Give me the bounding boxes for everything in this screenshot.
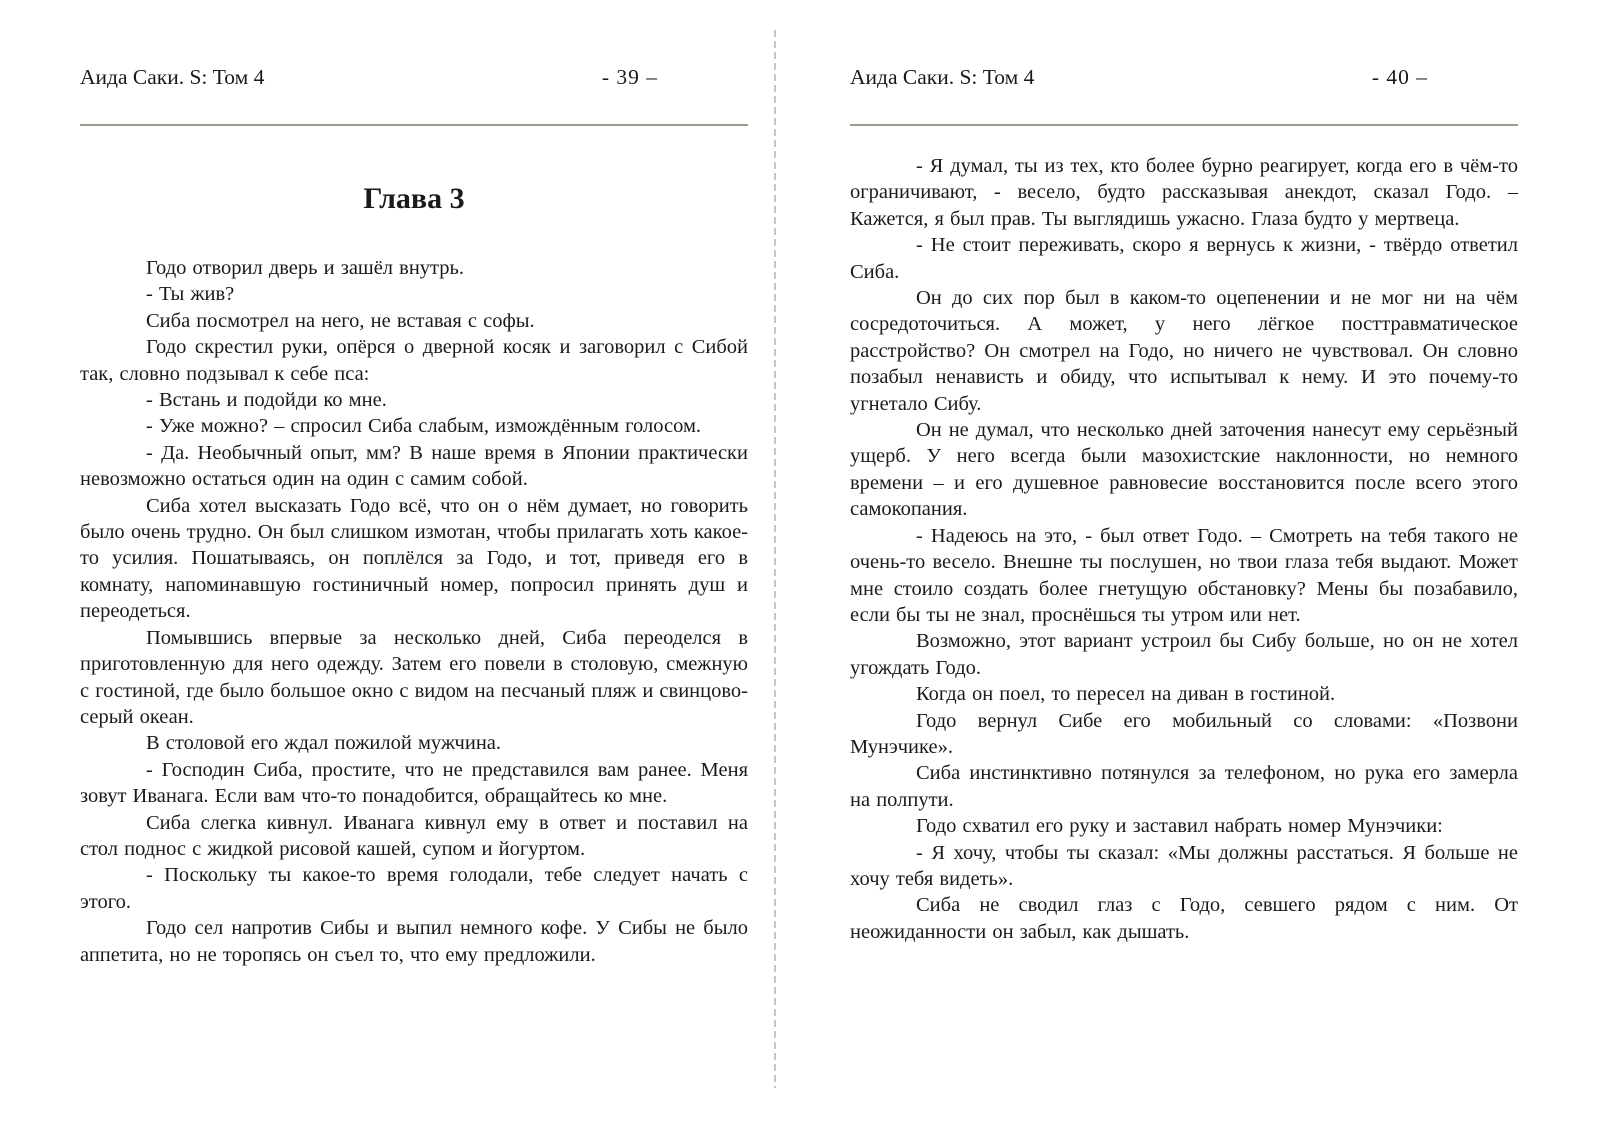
right-page-header: [850, 64, 1518, 90]
paragraph: - Не стоит переживать, скоро я вернусь к жизни, - твёрдо ответил Сиба.: [850, 234, 1518, 283]
paragraph: Он не думал, что несколько дней заточения нанесут ему серьёзный ущерб. У него всегда были мазохистские наклонности, но немного времени – и его душевное равновесие восстановится после всего этого самокопания.: [850, 419, 1518, 521]
paragraph: Сиба слегка кивнул. Иванага кивнул ему в ответ и поставил на стол поднос с жидкой рисовой кашей, супом и йогуртом.: [80, 811, 748, 860]
right-running-title: Аида Саки. S: Том 4: [850, 65, 1035, 89]
paragraph: Сиба посмотрел на него, не вставая с софы.: [146, 309, 535, 332]
left-running-title: Аида Саки. S: Том 4: [80, 65, 265, 89]
paragraph: - Поскольку ты какое-то время голодали, тебе следует начать с этого.: [80, 864, 748, 913]
page-left: [80, 0, 748, 968]
paragraph: Годо скрестил руки, опёрся о дверной косяк и заговорил с Сибой так, словно подзывал к себе пса:: [80, 336, 748, 385]
paragraph: Годо схватил его руку и заставил набрать номер Мунэчики:: [916, 815, 1443, 838]
right-page-number: - 40 –: [1371, 65, 1428, 89]
left-page-header: [80, 64, 748, 90]
left-page-body: [80, 255, 748, 968]
paragraph: - Господин Сиба, простите, что не представился вам ранее. Меня зовут Иванага. Если вам что-то понадобится, обращайтесь ко мне.: [80, 758, 748, 808]
paragraph: - Ты жив?: [146, 283, 235, 306]
chapter-title: Глава 3: [363, 182, 465, 215]
paragraph: - Да. Необычный опыт, мм? В наше время в Японии практически невозможно остаться один на один с самим собой.: [80, 441, 748, 491]
paragraph: - Я думал, ты из тех, кто более бурно реагирует, когда его в чём-то ограничивают, - весело, будто рассказывая анекдот, сказал Годо. – Кажется, я был прав. Ты выглядишь ужасно. Глаза будто у мертвеца.: [850, 155, 1518, 230]
paragraph: Когда он поел, то пересел на диван в гостиной.: [916, 683, 1336, 706]
paragraph: В столовой его ждал пожилой мужчина.: [146, 732, 502, 755]
paragraph: Возможно, этот вариант устроил бы Сибу больше, но он не хотел угождать Годо.: [850, 630, 1518, 679]
paragraph: Сиба хотел высказать Годо всё, что он о нём думает, но говорить было очень трудно. Он был слишком измотан, чтобы прилагать хоть какое-то усилия. Пошатываясь, он поплёлся за Годо, и тот, приведя его в комнату, напоминавшую гостиничный номер, попросил принять душ и переодеться.: [80, 494, 748, 623]
right-header-rule: [850, 124, 1518, 126]
paragraph: - Надеюсь на это, - был ответ Годо. – Смотреть на тебя такого не очень-то весело. Внешне ты послушен, но твои глаза тебя выдают. Может мне стоило создать более гнетущую обстановку? Мены бы позабавило, если бы ты не знал, проснёшься ты утром или нет.: [850, 524, 1518, 626]
paragraph: Сиба инстинктивно потянулся за телефоном, но рука его замерла на полпути.: [850, 762, 1518, 811]
left-header-rule: [80, 124, 748, 126]
page-right: [850, 0, 1518, 945]
right-page-body: [850, 153, 1518, 945]
page-divider: [774, 30, 776, 1088]
paragraph: Помывшись впервые за несколько дней, Сиба переоделся в приготовленную для него одежду. Затем его повели в столовую, смежную с гостиной, где было большое окно с видом на песчаный пляж и свинцово-серый океан.: [80, 626, 748, 728]
paragraph: Он до сих пор был в каком-то оцепенении и не мог ни на чём сосредоточиться. А может, у него лёгкое посттравматическое расстройство? Он смотрел на Годо, но ничего не чувствовал. Он словно позабыл ненависть и обиду, что испытывал к нему. И это почему-то угнетало Сибу.: [850, 287, 1518, 415]
paragraph: Сиба не сводил глаз с Годо, севшего рядом с ним. От неожиданности он забыл, как дышать.: [850, 894, 1518, 943]
paragraph: - Уже можно? – спросил Сиба слабым, измождённым голосом.: [146, 415, 702, 438]
left-page-number: - 39 –: [601, 65, 658, 89]
paragraph: Годо отворил дверь и зашёл внутрь.: [146, 257, 464, 279]
paragraph: Годо вернул Сибе его мобильный со словами: «Позвони Мунэчике».: [850, 709, 1518, 758]
paragraph: Годо сел напротив Сибы и выпил немного кофе. У Сибы не было аппетита, но не торопясь он съел то, что ему предложили.: [80, 917, 748, 966]
paragraph: - Я хочу, чтобы ты сказал: «Мы должны расстаться. Я больше не хочу тебя видеть».: [850, 841, 1518, 890]
paragraph: - Встань и подойди ко мне.: [146, 389, 387, 412]
